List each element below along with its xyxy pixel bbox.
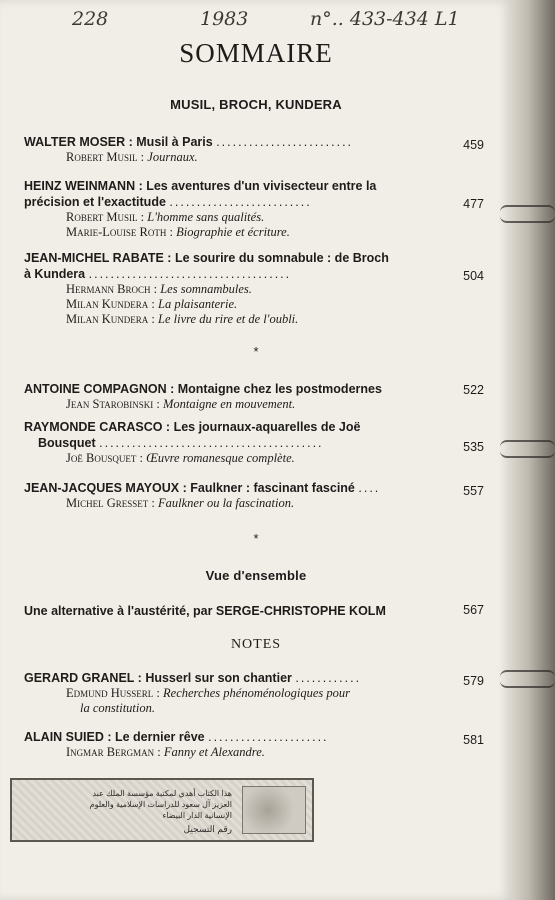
entry-author: WALTER MOSER — [24, 135, 126, 149]
entry-author: HEINZ WEINMANN — [24, 179, 136, 193]
binding-ring — [500, 440, 555, 458]
entry-ref: Marie-Louise Roth : Biographie et écriture. — [66, 225, 290, 239]
entry-ref: Hermann Broch : Les somnambules. — [66, 282, 252, 296]
entry-title: Montaigne chez les postmodernes — [177, 382, 382, 396]
entry-heading: HEINZ WEINMANN : Les aventures d'un vivisecteur entre la précision et l'exactitude .......................... — [24, 179, 377, 209]
entry-heading: ANTOINE COMPAGNON : Montaigne chez les postmodernes — [24, 382, 382, 396]
entry-title: Le sourire du somnabule : de Broch — [174, 251, 389, 265]
entry-ref: Robert Musil : Journaux. — [66, 150, 198, 164]
entry-page: 567 — [463, 603, 484, 617]
separator-star: * — [253, 531, 259, 546]
entry-author: GERARD GRANEL — [24, 671, 135, 685]
entry-heading: GERARD GRANEL : Husserl sur son chantier ............ — [24, 671, 362, 685]
toc-entry-rabate[interactable] — [24, 250, 494, 327]
entry-heading: RAYMONDE CARASCO : Les journaux-aquarelles de Joë Bousquet ......................................... — [24, 420, 361, 450]
entry-heading: JEAN-JACQUES MAYOUX : Faulkner : fascinant fasciné .... — [24, 481, 381, 495]
section-heading-notes: NOTES — [230, 637, 282, 652]
entry-heading: ALAIN SUIED : Le dernier rêve ...................... — [24, 730, 329, 744]
entry-author: JEAN-MICHEL RABATE — [24, 251, 164, 265]
entry-page: 535 — [463, 440, 484, 454]
section-heading-vue: Vue d'ensemble — [205, 568, 307, 583]
entry-title: Musil à Paris — [136, 135, 213, 149]
stamp-registration: رقم التسجيل — [183, 824, 232, 834]
entry-title: Le dernier rêve — [114, 730, 205, 744]
entry-page: 579 — [463, 674, 484, 688]
entry-ref: Michel Gresset : Faulkner ou la fascination. — [66, 496, 295, 510]
page-title: SOMMAIRE — [179, 38, 333, 68]
entry-ref: Jean Starobinski : Montaigne en mouvement. — [66, 397, 296, 411]
handwritten-year: 1983 — [200, 8, 249, 30]
entry-page: 459 — [463, 138, 484, 152]
entry-title: Faulkner : fascinant fasciné — [190, 481, 355, 495]
toc-entry-weinmann[interactable] — [24, 178, 494, 240]
entry-ref: Joë Bousquet : Œuvre romanesque complète. — [66, 451, 295, 465]
entry-author: RAYMONDE CARASCO — [24, 420, 163, 434]
entry-title: Les aventures d'un vivisecteur entre la — [146, 179, 377, 193]
stamp-text: هذا الكتاب أهدي لمكتبة مؤسسة الملك عبد العزيز آل سعود للدراسات الإسلامية والعلوم الإنسانية الدار البيضاء — [89, 789, 232, 820]
entry-page: 477 — [463, 197, 484, 211]
entry-ref: Milan Kundera : La plaisanterie. — [66, 297, 238, 311]
entry-title: Les journaux-aquarelles de Joë — [173, 420, 361, 434]
entry-heading — [24, 603, 464, 619]
entry-ref: Ingmar Bergman : Fanny et Alexandre. — [66, 745, 265, 759]
stamp-emblem-icon — [242, 786, 306, 834]
binding-ring — [500, 670, 555, 688]
entry-page: 522 — [463, 383, 484, 397]
entry-author: JEAN-JACQUES MAYOUX — [24, 481, 180, 495]
entry-author: ALAIN SUIED — [24, 730, 104, 744]
handwritten-issue: n°.. 433-434 L1 — [310, 8, 460, 30]
toc-entry-moser[interactable] — [24, 134, 494, 165]
toc-entry-compagnon[interactable] — [24, 381, 494, 412]
entry-title: Husserl sur son chantier — [145, 671, 292, 685]
handwritten-ref: 228 — [72, 8, 109, 30]
entry-heading: JEAN-MICHEL RABATE : Le sourire du somnabule : de Broch à Kundera ..................................... — [24, 251, 389, 281]
toc-entry-suied[interactable] — [24, 729, 494, 760]
binding-ring — [500, 205, 555, 223]
entry-heading: WALTER MOSER : Musil à Paris ......................... — [24, 135, 354, 149]
entry-ref: Edmund Husserl : Recherches phénoménologiques pour — [66, 686, 351, 700]
entry-title: Une alternative à l'austérité, par SERGE-CHRISTOPHE KOLM — [24, 604, 386, 618]
entry-ref-cont: la constitution. — [80, 701, 155, 715]
separator-star: * — [253, 344, 259, 359]
library-stamp — [10, 778, 314, 842]
section-heading-musil: MUSIL, BROCH, KUNDERA — [170, 97, 342, 112]
entry-page: 581 — [463, 733, 484, 747]
entry-page: 557 — [463, 484, 484, 498]
toc-entry-granel[interactable] — [24, 670, 494, 716]
entry-ref: Robert Musil : L'homme sans qualités. — [66, 210, 265, 224]
entry-ref: Milan Kundera : Le livre du rire et de l'oubli. — [66, 312, 299, 326]
toc-entry-mayoux[interactable] — [24, 480, 494, 511]
toc-entry-carasco[interactable] — [24, 419, 494, 466]
toc-entry-kolm[interactable] — [24, 603, 494, 619]
entry-page: 504 — [463, 269, 484, 283]
entry-author: ANTOINE COMPAGNON — [24, 382, 167, 396]
